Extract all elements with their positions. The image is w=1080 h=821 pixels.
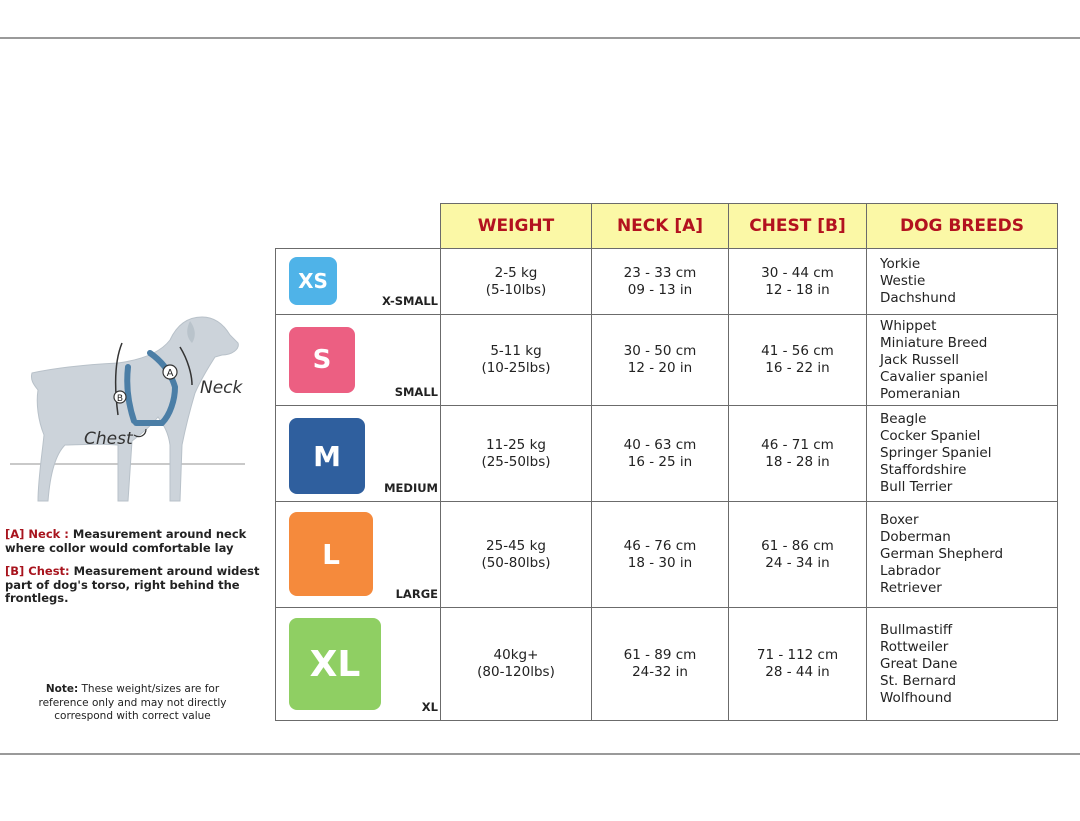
size-cell xyxy=(276,315,441,406)
neck-value: 40 - 63 cm xyxy=(623,436,697,453)
breed-item: Cocker Spaniel xyxy=(880,428,981,444)
neck-value: 09 - 13 in xyxy=(627,281,693,298)
neck-cell xyxy=(592,315,729,406)
header-neck: NECK [A] xyxy=(592,204,729,249)
note-text: These weight/sizes are for reference only and may not directly correspond with correct value xyxy=(38,683,227,722)
neck-note xyxy=(5,528,260,555)
size-name: MEDIUM xyxy=(384,481,438,495)
size-cell xyxy=(276,249,441,315)
breed-item: Wolfhound xyxy=(880,689,952,706)
weight-value: 5-11 kg xyxy=(490,343,542,359)
breed-item: Boxer xyxy=(880,512,919,528)
breed-item: Dachshund xyxy=(880,290,956,306)
breed-item: Cavalier spaniel xyxy=(880,368,988,385)
breed-item: Rottweiler xyxy=(880,638,949,655)
weight-value: (25-50lbs) xyxy=(481,453,551,470)
header-chest: CHEST [B] xyxy=(729,204,867,249)
weight-value: 40kg+ xyxy=(493,647,539,663)
weight-cell xyxy=(441,406,592,502)
size-row xyxy=(276,249,1058,315)
note-key: Note: xyxy=(45,683,79,695)
size-badge: L xyxy=(289,512,373,596)
neck-cell xyxy=(592,608,729,721)
breed-item: Staffordshire xyxy=(880,462,967,478)
size-badge: XL xyxy=(289,618,381,710)
weight-value: (50-80lbs) xyxy=(481,554,551,571)
weight-value: (10-25lbs) xyxy=(481,360,551,376)
weight-value: (80-120lbs) xyxy=(477,664,555,680)
breed-item: Whippet xyxy=(880,317,937,334)
breeds-cell xyxy=(867,406,1058,502)
neck-value: 16 - 25 in xyxy=(627,453,693,470)
weight-value: (5-10lbs) xyxy=(485,281,547,298)
weight-cell xyxy=(441,502,592,608)
chest-value: 12 - 18 in xyxy=(765,281,830,298)
chest-note-key: [B] Chest: xyxy=(5,564,70,578)
neck-cell xyxy=(592,406,729,502)
size-row xyxy=(276,406,1058,502)
chest-label: Chest xyxy=(84,429,133,449)
size-name: SMALL xyxy=(394,385,438,399)
neck-cell xyxy=(592,249,729,315)
marker-b: B xyxy=(116,394,124,404)
size-row xyxy=(276,502,1058,608)
dog-measurement-diagram xyxy=(10,305,255,505)
chest-value: 18 - 28 in xyxy=(765,453,830,470)
size-cell xyxy=(276,502,441,608)
breed-item: Westie xyxy=(880,273,926,289)
breed-item: Jack Russell xyxy=(880,351,959,368)
breed-item: Labrador xyxy=(880,563,941,579)
neck-value: 12 - 20 in xyxy=(627,360,693,376)
chest-note xyxy=(5,565,260,606)
size-row xyxy=(276,315,1058,406)
disclaimer xyxy=(20,683,245,724)
size-name: XL xyxy=(421,700,438,714)
neck-value: 46 - 76 cm xyxy=(623,537,697,554)
neck-note-key: [A] Neck : xyxy=(5,527,69,541)
breed-item: Yorkie xyxy=(880,256,921,272)
marker-a: A xyxy=(166,368,174,379)
weight-cell xyxy=(441,249,592,315)
breed-item: Springer Spaniel xyxy=(880,445,992,461)
chest-cell xyxy=(729,406,867,502)
dog-silhouette-icon xyxy=(31,317,238,501)
neck-value: 18 - 30 in xyxy=(627,554,693,571)
header-blank xyxy=(276,204,441,249)
breed-item: Great Dane xyxy=(880,655,958,672)
breed-item: Miniature Breed xyxy=(880,334,988,351)
chest-cell xyxy=(729,608,867,721)
size-badge: XS xyxy=(289,257,337,305)
chest-cell xyxy=(729,502,867,608)
measurement-notes xyxy=(5,528,260,616)
size-name: X-SMALL xyxy=(382,294,438,308)
breed-item: St. Bernard xyxy=(880,672,957,689)
breed-item: Bullmastiff xyxy=(880,621,953,638)
size-badge: M xyxy=(289,418,365,494)
neck-value: 61 - 89 cm xyxy=(623,647,697,663)
breed-item: Bull Terrier xyxy=(880,479,953,495)
size-cell xyxy=(276,608,441,721)
breeds-cell xyxy=(867,249,1058,315)
weight-value: 25-45 kg xyxy=(486,537,546,554)
chest-value: 46 - 71 cm xyxy=(761,436,834,453)
size-cell xyxy=(276,406,441,502)
neck-value: 23 - 33 cm xyxy=(623,264,697,281)
breed-item: Pomeranian xyxy=(880,385,961,402)
size-chart-table xyxy=(275,203,1058,721)
breeds-cell xyxy=(867,315,1058,406)
breeds-cell xyxy=(867,502,1058,608)
breed-item: Doberman xyxy=(880,529,951,545)
breed-item: Retriever xyxy=(880,580,942,596)
weight-cell xyxy=(441,608,592,721)
neck-value: 30 - 50 cm xyxy=(623,343,697,359)
size-row xyxy=(276,608,1058,721)
neck-value: 24-32 in xyxy=(632,664,688,680)
neck-note-text: Measurement around neck where collor would comfortable lay xyxy=(5,527,247,555)
chest-value: 24 - 34 in xyxy=(765,554,830,571)
chest-cell xyxy=(729,315,867,406)
breed-item: German Shepherd xyxy=(880,546,1004,562)
weight-value: 11-25 kg xyxy=(486,436,546,453)
header-breeds: DOG BREEDS xyxy=(867,204,1058,249)
weight-value: 2-5 kg xyxy=(494,264,538,281)
header-weight: WEIGHT xyxy=(441,204,592,249)
chest-value: 16 - 22 in xyxy=(765,360,830,376)
chest-value: 61 - 86 cm xyxy=(761,537,834,554)
chest-value: 28 - 44 in xyxy=(765,664,830,680)
chest-note-text: Measurement around widest part of dog's torso, right behind the frontlegs. xyxy=(5,564,260,605)
header-row xyxy=(276,204,1058,249)
size-name: LARGE xyxy=(395,587,438,601)
weight-cell xyxy=(441,315,592,406)
chest-value: 71 - 112 cm xyxy=(756,647,839,663)
breed-item: Beagle xyxy=(880,411,927,427)
breeds-cell xyxy=(867,608,1058,721)
chest-value: 30 - 44 cm xyxy=(761,264,834,281)
neck-cell xyxy=(592,502,729,608)
neck-label: Neck xyxy=(200,378,243,398)
size-badge: S xyxy=(289,327,355,393)
chest-value: 41 - 56 cm xyxy=(761,343,834,359)
chest-cell xyxy=(729,249,867,315)
